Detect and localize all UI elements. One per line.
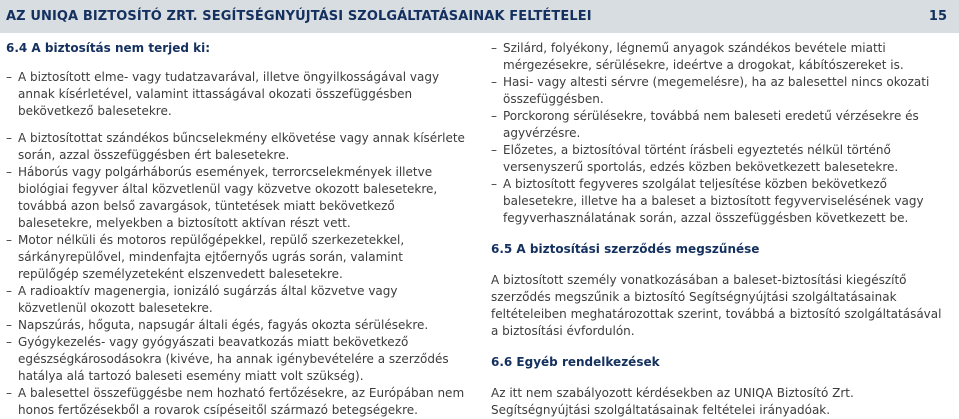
section-paragraph-6-6: Az itt nem szabályozott kérdésekben az UNIQA Biztosító Zrt. Segítségnyújtási szolgáltatásainak feltételei irányadóak. xyxy=(491,386,854,417)
list-item: – Porckorong sérülésekre, továbbá nem baleseti eredetű vérzésekre és agyvérzésre. xyxy=(491,109,919,140)
dash-bullet: – xyxy=(6,70,12,84)
section-heading-6-5: 6.5 A biztosítási szerződés megszűnése xyxy=(491,242,760,256)
list-item: – A biztosított fegyveres szolgálat teljesítése közben bekövetkező balesetekre, illetve ha a baleset a biztosított fegyverviselésének vagy fegyverhasználatának során, azzal összefüggésben következett be. xyxy=(491,177,924,225)
right-column xyxy=(491,40,952,419)
dash-bullet: – xyxy=(6,318,12,332)
dash-bullet: – xyxy=(491,177,497,191)
list-item: – A radioaktív magenergia, ionizáló sugárzás által közvetve vagy közvetlenül okozott balesetekre. xyxy=(6,284,398,315)
dash-bullet: – xyxy=(491,109,497,123)
list-item: – A biztosított elme- vagy tudatzavarával, illetve öngyilkosságával vagy annak kísérletével, valamint ittasságával okozati összefüggésben bekövetkező balesetekre. xyxy=(6,70,440,118)
dash-bullet: – xyxy=(6,131,12,145)
list-item: – Hasi- vagy altesti sérvre (megemelésre), ha az balesettel nincs okozati összefüggésben. xyxy=(491,75,930,106)
dash-bullet: – xyxy=(6,233,12,247)
list-item: – A biztosítottat szándékos bűncselekmény elkövetése vagy annak kísérlete során, azzal összefüggésben ért balesetekre. xyxy=(6,131,465,162)
dash-bullet: – xyxy=(6,335,12,349)
dash-bullet: – xyxy=(6,284,12,298)
left-column xyxy=(6,40,466,419)
list-item: – A balesettel összefüggésbe nem hozható fertőzésekre, az Európában nem honos fertőzésekből a rovarok csípéseitől származó betegségekre. xyxy=(6,386,465,417)
dash-bullet: – xyxy=(6,386,12,400)
section-heading-6-4: 6.4 A biztosítás nem terjed ki: xyxy=(6,41,211,55)
dash-bullet: – xyxy=(491,143,497,157)
page-header xyxy=(0,0,959,33)
section-heading-6-6: 6.6 Egyéb rendelkezések xyxy=(491,355,660,369)
list-item: – Napszúrás, hőguta, napsugár általi égés, fagyás okozta sérülésekre. xyxy=(6,318,429,332)
section-paragraph-6-5: A biztosított személy vonatkozásában a baleset-biztosítási kiegészítő szerződés megszűnik a biztosító Segítségnyújtási szolgáltatásainak feltételeiben meghatározottak szerint, továbbá a biztosító szolgáltatásával a biztosítási évfordulón. xyxy=(491,273,942,338)
dash-bullet: – xyxy=(6,165,12,179)
dash-bullet: – xyxy=(491,41,497,55)
list-item: – Gyógykezelés- vagy gyógyászati beavatkozás miatt bekövetkező egészségkárosodásokra (kivéve, ha annak igénybevételére a szerződés hatálya alá tartozó baleseti esemény miatt volt szükség). xyxy=(6,335,449,383)
list-item: – Motor nélküli és motoros repülőgépekkel, repülő szerkezetekkel, sárkányrepülővel, mindenfajta ejtőernyős ugrás során, valamint repülőgép személyzeteként elszenvedett balesetekre. xyxy=(6,233,405,281)
dash-bullet: – xyxy=(491,75,497,89)
list-item: – Háborús vagy polgárháborús események, terrorcselekmények illetve biológiai fegyver által közvetlenül vagy közvetve okozott balesetekre, továbbá azon belső zavargások, tüntetések miatt bekövetkező balesetekre, melyekben a biztosított aktívan részt vett. xyxy=(6,165,438,230)
page-number: 15 xyxy=(928,9,947,24)
document-title: AZ UNIQA BIZTOSÍTÓ ZRT. SEGÍTSÉGNYÚJTÁSI SZOLGÁLTATÁSAINAK FELTÉTELEI xyxy=(6,9,592,24)
list-item: – Előzetes, a biztosítóval történt írásbeli egyeztetés nélkül történő versenyszerű sportolás, edzés közben bekövetkezett balesetekre. xyxy=(491,143,899,174)
list-item: – Szilárd, folyékony, légnemű anyagok szándékos bevétele miatti mérgezésekre, sérülésekre, ideértve a drogokat, kábítószereket is. xyxy=(491,41,904,72)
